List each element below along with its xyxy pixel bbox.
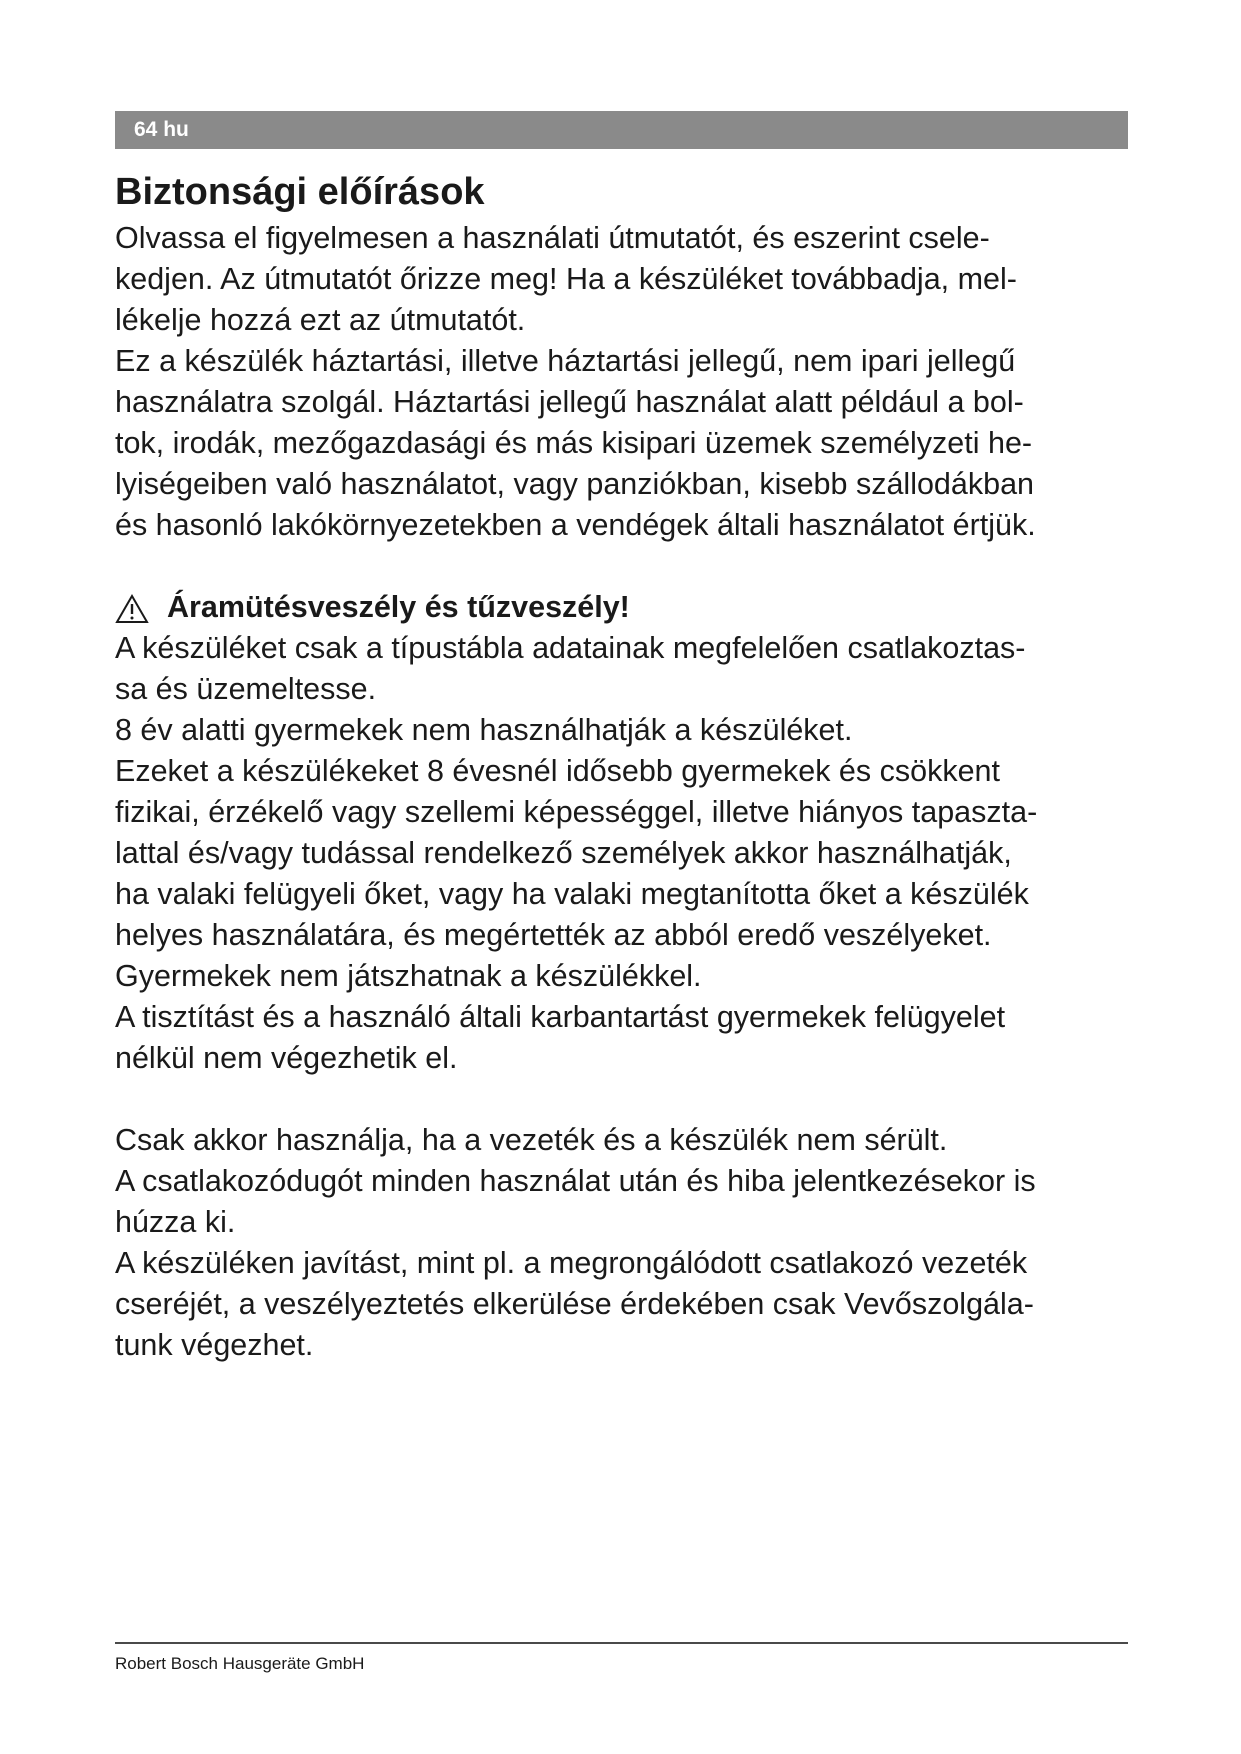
page-header-bar bbox=[115, 111, 1128, 149]
spacer bbox=[115, 1079, 1135, 1120]
text-line: nélkül nem végezhetik el. bbox=[115, 1041, 458, 1075]
text-line: lattal és/vagy tudással rendelkező személyek akkor használhatják, bbox=[115, 836, 1012, 870]
text-line: és hasonló lakókörnyezetekben a vendégek általi használatot értjük. bbox=[115, 508, 1036, 542]
page-title: Biztonsági előírások bbox=[115, 171, 485, 213]
text-line: sa és üzemeltesse. bbox=[115, 672, 377, 706]
text-line: A készüléken javítást, mint pl. a megrongálódott csatlakozó vezeték bbox=[115, 1246, 1028, 1280]
text-line: tunk végezhet. bbox=[115, 1328, 314, 1362]
text-line: fizikai, érzékelő vagy szellemi képességgel, illetve hiányos tapaszta- bbox=[115, 795, 1038, 829]
text-line: kedjen. Az útmutatót őrizze meg! Ha a készüléket továbbadja, mel- bbox=[115, 262, 1017, 296]
document-body bbox=[115, 218, 1135, 1366]
text-line: A tisztítást és a használó általi karbantartást gyermekek felügyelet bbox=[115, 1000, 1006, 1034]
text-line: Olvassa el figyelmesen a használati útmutatót, és eszerint csele- bbox=[115, 221, 990, 255]
text-line: tok, irodák, mezőgazdasági és más kisipari üzemek személyzeti he- bbox=[115, 426, 1033, 460]
text-line: húzza ki. bbox=[115, 1205, 236, 1239]
footer-company: Robert Bosch Hausgeräte GmbH bbox=[115, 1654, 365, 1673]
warning-heading: Áramütésveszély és tűzveszély! bbox=[167, 590, 630, 624]
text-line: lyiségeiben való használatot, vagy panziókban, kisebb szállodákban bbox=[115, 467, 1034, 501]
text-line: 8 év alatti gyermekek nem használhatják a készüléket. bbox=[115, 713, 853, 747]
text-line: lékelje hozzá ezt az útmutatót. bbox=[115, 303, 526, 337]
warning-heading-row bbox=[115, 587, 1135, 628]
warning-section bbox=[115, 587, 1135, 1079]
text-line: Gyermekek nem játszhatnak a készülékkel. bbox=[115, 959, 702, 993]
text-line: cseréjét, a veszélyeztetés elkerülése érdekében csak Vevőszolgála- bbox=[115, 1287, 1034, 1321]
footer-divider bbox=[115, 1642, 1128, 1644]
text-line: használatra szolgál. Háztartási jellegű használat alatt például a bol- bbox=[115, 385, 1024, 419]
closing-paragraph bbox=[115, 1120, 1135, 1366]
text-line: Ezeket a készülékeket 8 évesnél idősebb gyermekek és csökkent bbox=[115, 754, 1000, 788]
text-line: A készüléket csak a típustábla adatainak megfelelően csatlakoztas- bbox=[115, 631, 1026, 665]
text-line: helyes használatára, és megértették az abból eredő veszélyeket. bbox=[115, 918, 992, 952]
spacer bbox=[115, 546, 1135, 587]
text-line: A csatlakozódugót minden használat után és hiba jelentkezésekor is bbox=[115, 1164, 1036, 1198]
text-line: Csak akkor használja, ha a vezeték és a készülék nem sérült. bbox=[115, 1123, 948, 1157]
intro-paragraph bbox=[115, 218, 1135, 546]
page-number-label: 64 hu bbox=[134, 118, 189, 141]
text-line: Ez a készülék háztartási, illetve háztartási jellegű, nem ipari jellegű bbox=[115, 344, 1016, 378]
text-line: ha valaki felügyeli őket, vagy ha valaki megtanította őket a készülék bbox=[115, 877, 1029, 911]
warning-triangle-icon bbox=[115, 594, 149, 624]
